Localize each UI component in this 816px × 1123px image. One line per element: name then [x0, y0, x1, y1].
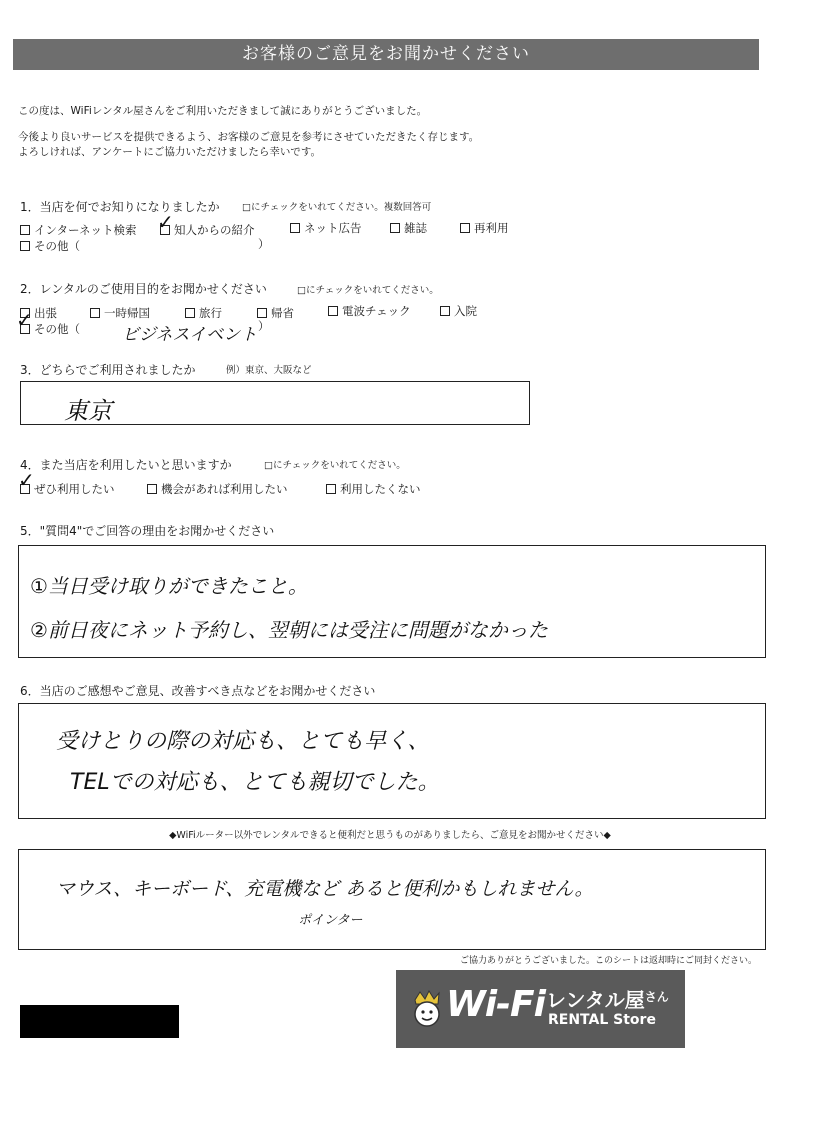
checkbox-icon[interactable] — [90, 308, 100, 318]
q2-handwritten-other: ビジネスイベント — [122, 325, 258, 345]
checkbox-icon[interactable] — [440, 306, 450, 316]
q2-option-homecoming[interactable]: 一時帰国 — [90, 305, 150, 321]
question-2-title: 2．レンタルのご使用目的をお聞かせください — [20, 282, 267, 296]
company-logo — [396, 970, 685, 1048]
checkbox-icon[interactable] — [328, 306, 338, 316]
page-title: お客様のご意見をお聞かせください — [13, 39, 759, 70]
question-4-title: 4．また当店を利用したいと思いますか — [20, 458, 232, 472]
q4-option-definitely[interactable]: ぜひ利用したい — [20, 481, 115, 497]
checkbox-icon[interactable] — [185, 308, 195, 318]
checkmark-icon: ✓ — [157, 210, 174, 234]
q2-option-signal-check[interactable]: 電波チェック — [328, 303, 411, 319]
q7-handwritten-insert: ポインター — [298, 913, 363, 928]
question-4-note: □にチェックをいれてください。 — [264, 460, 406, 471]
mascot-icon — [412, 990, 442, 1028]
checkbox-icon[interactable] — [20, 241, 30, 251]
q1-option-referral[interactable]: 知人からの紹介 — [160, 222, 255, 238]
footer-note: ご協力ありがとうございました。このシートは返却時にご同封ください。 — [460, 956, 758, 966]
q6-answer-box[interactable] — [18, 703, 766, 819]
intro-line-3: よろしければ、アンケートにご協力いただけましたら幸いです。 — [18, 146, 322, 158]
checkbox-icon[interactable] — [460, 223, 470, 233]
question-2-note: □にチェックをいれてください。 — [297, 285, 439, 296]
q2-other-close: ） — [258, 319, 270, 333]
q1-option-reuse[interactable]: 再利用 — [460, 220, 509, 236]
q3-handwritten-answer: 東京 — [64, 397, 112, 425]
q1-option-net-ad[interactable]: ネット広告 — [290, 220, 362, 236]
q4-option-maybe[interactable]: 機会があれば利用したい — [147, 481, 288, 497]
checkmark-icon: ✓ — [18, 468, 35, 492]
q2-option-travel[interactable]: 旅行 — [185, 305, 222, 321]
checkbox-icon[interactable] — [326, 484, 336, 494]
q1-other-close: ） — [258, 237, 270, 251]
q2-option-hospital[interactable]: 入院 — [440, 303, 477, 319]
question-3-title: 3．どちらでご利用されましたか — [20, 363, 196, 377]
q2-option-other[interactable]: その他（ — [20, 321, 80, 337]
q1-option-magazine[interactable]: 雑誌 — [390, 220, 427, 236]
question-1-title: 1．当店を何でお知りになりましたか — [20, 200, 220, 214]
logo-store-text: RENTAL Store — [548, 1012, 656, 1028]
intro-line-1: この度は、WiFiレンタル屋さんをご利用いただきまして誠にありがとうございました。 — [18, 105, 428, 117]
checkbox-icon[interactable] — [147, 484, 157, 494]
question-3-example: 例）東京、大阪など — [226, 365, 312, 376]
checkbox-icon[interactable] — [20, 225, 30, 235]
q2-option-visit-home[interactable]: 帰省 — [257, 305, 294, 321]
q6-handwritten-line-1: 受けとりの際の対応も、とても早く、 — [56, 729, 430, 754]
checkbox-icon[interactable] — [290, 223, 300, 233]
checkbox-icon[interactable] — [257, 308, 267, 318]
checkmark-icon: ✓ — [16, 308, 33, 332]
question-6-title: 6．当店のご感想やご意見、改善すべき点などをお聞かせください — [20, 684, 376, 698]
checkbox-icon[interactable] — [390, 223, 400, 233]
logo-rental-text: レンタル屋$^{さん}$ — [546, 988, 669, 1012]
q1-option-internet[interactable]: インターネット検索 — [20, 222, 136, 238]
question-7-title: ◆WiFiルーター以外でレンタルできると便利だと思うものがありましたら、ご意見をお聞かせください◆ — [169, 830, 611, 841]
q1-option-other[interactable]: その他（ — [20, 238, 80, 254]
question-5-title: 5．"質問4"でご回答の理由をお聞かせください — [20, 524, 275, 538]
intro-line-2: 今後より良いサービスを提供できるよう、お客様のご意見を参考にさせていただきたく存じます。 — [18, 131, 480, 143]
logo-wifi-text: Wi-Fi — [446, 984, 545, 1025]
q7-handwritten-line-1: マウス、キーボード、充電機など あると便利かもしれません。 — [56, 878, 594, 900]
q4-option-no[interactable]: 利用したくない — [326, 481, 421, 497]
redaction-block — [20, 1005, 179, 1038]
q5-handwritten-line-2: ②前日夜にネット予約し、翌朝には受注に問題がなかった — [30, 618, 548, 642]
question-1-note: □にチェックをいれてください。複数回答可 — [242, 202, 432, 213]
q5-handwritten-line-1: ①当日受け取りができたこと。 — [30, 574, 308, 598]
q6-handwritten-line-2: TELでの対応も、とても親切でした。 — [70, 770, 440, 795]
q2-option-business-trip[interactable]: 出張 — [20, 305, 57, 321]
